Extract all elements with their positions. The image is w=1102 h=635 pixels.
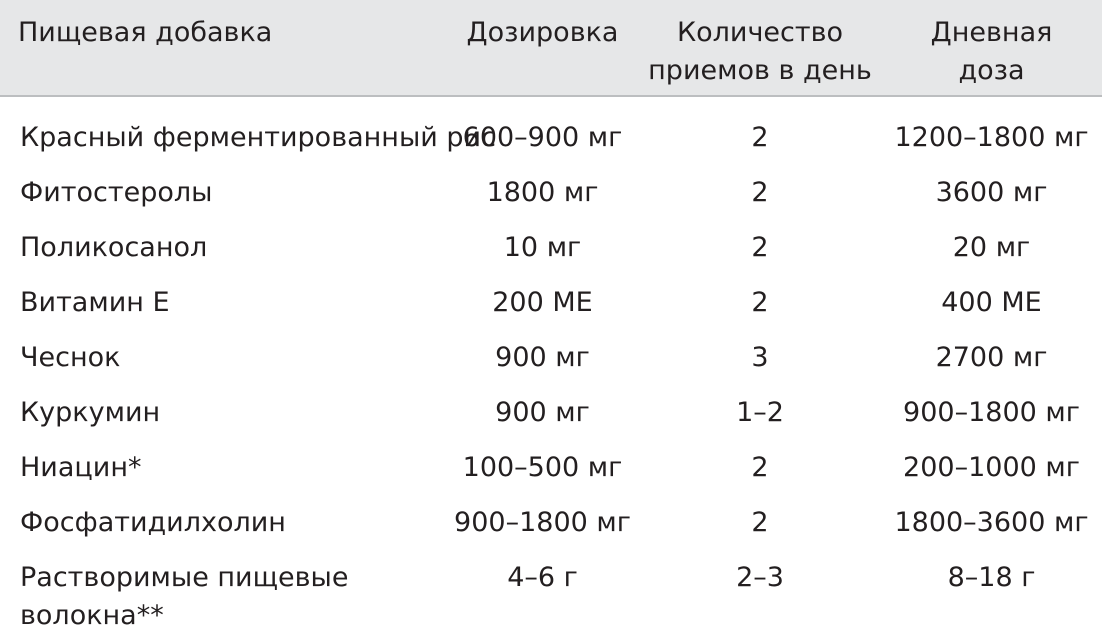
cell-supplement: Фосфатидилхолин — [20, 507, 286, 538]
cell-daily-dose: 3600 мг — [935, 177, 1048, 208]
cell-daily-dose: 8–18 г — [947, 562, 1036, 593]
cell-dosage: 200 МЕ — [492, 287, 593, 318]
table-row — [0, 559, 1102, 631]
cell-dosage: 900–1800 мг — [454, 507, 631, 538]
table-row — [0, 119, 1102, 174]
cell-dosage: 900 мг — [495, 342, 590, 373]
cell-daily-dose: 1200–1800 мг — [894, 122, 1089, 153]
header-times-per-day: Количество приемов в день — [648, 17, 872, 86]
cell-daily-dose: 20 мг — [952, 232, 1031, 263]
cell-daily-dose: 400 МЕ — [941, 287, 1042, 318]
cell-supplement: Фитостеролы — [20, 177, 213, 208]
cell-supplement: Ниацин* — [20, 452, 142, 483]
table-row — [0, 339, 1102, 394]
cell-dosage: 10 мг — [503, 232, 582, 263]
cell-times-per-day: 2 — [751, 232, 769, 263]
cell-times-per-day: 2 — [751, 287, 769, 318]
cell-dosage: 1800 мг — [486, 177, 599, 208]
cell-times-per-day: 3 — [751, 342, 769, 373]
cell-supplement: Куркумин — [20, 397, 161, 428]
cell-daily-dose: 1800–3600 мг — [894, 507, 1089, 538]
table-header — [0, 0, 1102, 97]
cell-supplement: Поликосанол — [20, 232, 208, 263]
cell-supplement: Растворимые пищевые волокна** — [20, 562, 349, 631]
cell-times-per-day: 2 — [751, 122, 769, 153]
table-row — [0, 174, 1102, 229]
header-dosage: Дозировка — [466, 17, 619, 48]
cell-daily-dose: 200–1000 мг — [903, 452, 1080, 483]
header-daily-dose: Дневная доза — [930, 17, 1053, 86]
cell-times-per-day: 2 — [751, 507, 769, 538]
cell-times-per-day: 2 — [751, 177, 769, 208]
table-row — [0, 504, 1102, 559]
cell-daily-dose: 2700 мг — [935, 342, 1048, 373]
cell-times-per-day: 2–3 — [736, 562, 784, 593]
header-supplement: Пищевая добавка — [18, 17, 273, 48]
cell-times-per-day: 2 — [751, 452, 769, 483]
cell-dosage: 4–6 г — [507, 562, 578, 593]
cell-supplement: Чеснок — [20, 342, 121, 373]
table-row — [0, 394, 1102, 449]
cell-times-per-day: 1–2 — [736, 397, 784, 428]
cell-supplement: Красный ферментированный рис — [20, 122, 496, 153]
cell-dosage: 100–500 мг — [462, 452, 623, 483]
table-row — [0, 449, 1102, 504]
table-row — [0, 229, 1102, 284]
cell-daily-dose: 900–1800 мг — [903, 397, 1080, 428]
cell-dosage: 600–900 мг — [462, 122, 623, 153]
cell-supplement: Витамин Е — [20, 287, 170, 318]
cell-dosage: 900 мг — [495, 397, 590, 428]
table-row — [0, 284, 1102, 339]
